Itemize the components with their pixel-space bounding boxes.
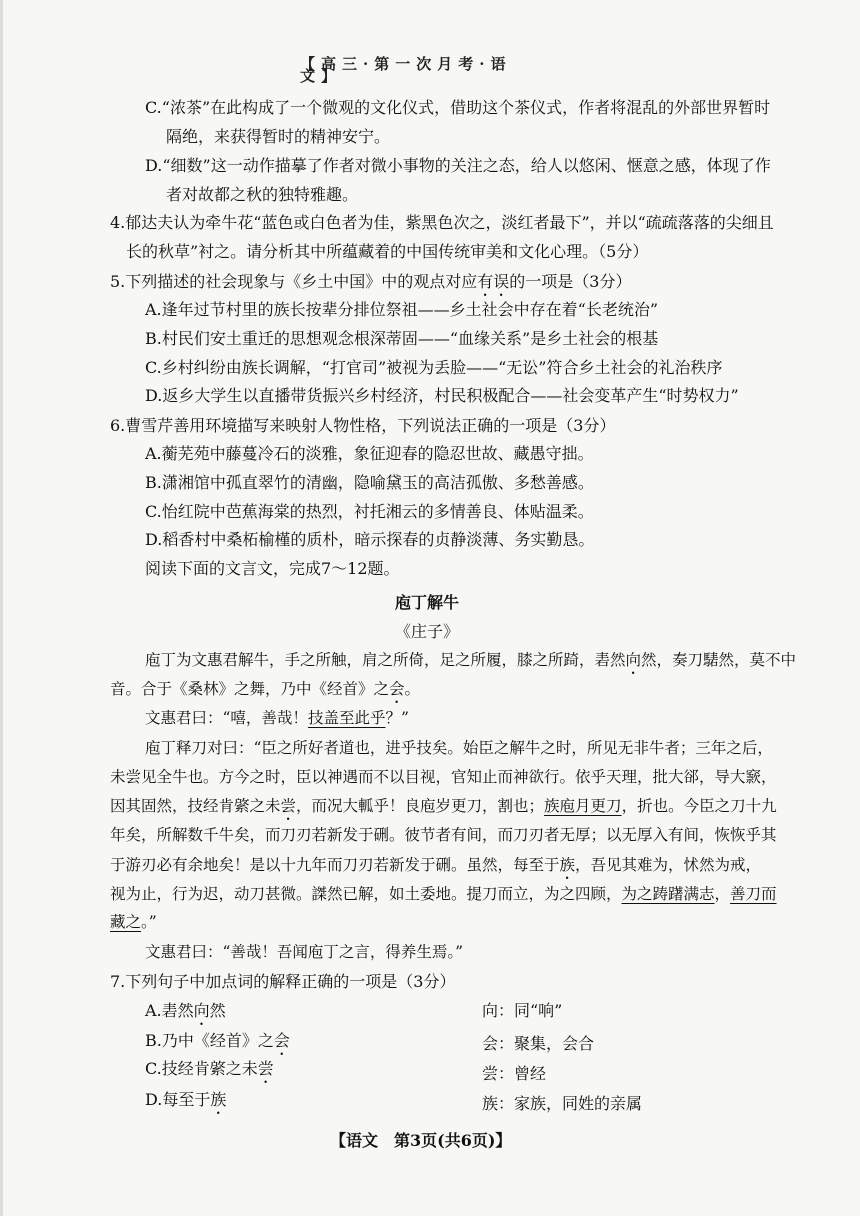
passage-p3-l7: 藏之。” — [110, 913, 157, 931]
passage-title: 庖丁解牛 — [395, 593, 460, 612]
passage-p3-l5: 于游刃必有余地矣！是以十九年而刀刃若新发于硎。虽然，每至于族，吾见其难为，怵然为戒， — [110, 856, 762, 874]
option-7d-explanation: 族：家族，同姓的亲属 — [482, 1094, 643, 1113]
option-7c-explanation: 尝：曾经 — [482, 1064, 547, 1083]
passage-p2: 文惠君曰：“嘻，善哉！技盖至此乎？” — [145, 709, 409, 727]
question-4-cont: 长的秋草”衬之。请分析其中所蕴藏着的中国传统审美和文化心理。（5分） — [126, 242, 649, 261]
question-7: 7.下列句子中加点词的解释正确的一项是（3分） — [110, 972, 456, 991]
question-6: 6.曹雪芹善用环境描写来映射人物性格，下列说法正确的一项是（3分） — [110, 416, 616, 435]
passage-author: 《庄子》 — [395, 622, 460, 641]
passage-p3: 庖丁释刀对曰：“臣之所好者道也，进乎技矣。始臣之解牛之时，所见无非牛者；三年之后， — [145, 739, 773, 757]
option-7a-explanation: 向：同“响” — [482, 1001, 563, 1020]
option-d-q3: D.“细数”这一动作描摹了作者对微小事物的关注之态，给人以悠闲、惬意之感，体现了作 — [145, 156, 771, 175]
option-5a: A.逢年过节村里的族长按辈分排位祭祖——乡土社会中存在着“长老统治” — [145, 300, 659, 319]
option-c-q3: C.“浓茶”在此构成了一个微观的文化仪式，借助这个茶仪式，作者将混乱的外部世界暂时 — [145, 98, 771, 117]
option-7d: D.每至于族 — [145, 1090, 227, 1109]
passage-p3-l3: 因其固然，技经肯綮之未尝，而况大軱乎！良庖岁更刀，割也；族庖月更刀，折也。今臣之刀十九 — [110, 797, 777, 815]
option-6b: B.潇湘馆中孤直翠竹的清幽，隐喻黛玉的高洁孤傲、多愁善感。 — [145, 473, 594, 492]
cut-header: 【高三·第一次月考·语文】 — [300, 55, 512, 85]
passage-p3-l4: 年矣，所解数千牛矣，而刀刃若新发于硎。彼节者有间，而刀刃者无厚；以无厚入有间，恢恢乎其 — [110, 826, 777, 844]
option-6d: D.稻香村中桑柘榆槿的质朴，暗示探春的贞静淡薄、务实勤恳。 — [145, 530, 595, 549]
reading-intro: 阅读下面的文言文，完成7～12题。 — [145, 559, 400, 578]
passage-p1-cont: 音。合于《桑林》之舞，乃中《经首》之会。 — [110, 680, 421, 698]
question-4: 4.郁达夫认为牵牛花“蓝色或白色者为佳，紫黑色次之，淡红者最下”，并以“疏疏落落的尖细且 — [110, 213, 774, 232]
option-7b: B.乃中《经首》之会 — [145, 1031, 290, 1050]
page-edge — [0, 0, 3, 1216]
passage-p1: 庖丁为文惠君解牛，手之所触，肩之所倚，足之所履，膝之所踦，砉然向然，奏刀騞然，莫不中 — [145, 651, 797, 669]
option-d-q3-cont: 者对故都之秋的独特雅趣。 — [166, 185, 359, 204]
passage-p3-l2: 未尝见全牛也。方今之时，臣以神遇而不以目视，官知止而神欲行。依乎天理，批大郤，导大窾， — [110, 768, 777, 786]
option-5c: C.乡村纠纷由族长调解，“打官司”被视为丢脸——“无讼”符合乡土社会的礼治秩序 — [145, 358, 723, 377]
passage-p4: 文惠君曰：“善哉！吾闻庖丁之言，得养生焉。” — [145, 943, 464, 961]
option-6c: C.怡红院中芭蕉海棠的热烈，衬托湘云的多情善良、体贴温柔。 — [145, 502, 594, 521]
page-footer: 【语文 第3页(共6页)】 — [330, 1131, 512, 1150]
option-6a: A.蘅芜苑中藤蔓冷石的淡雅，象征迎春的隐忍世故、藏愚守拙。 — [145, 444, 594, 463]
option-5d: D.返乡大学生以直播带货振兴乡村经济，村民积极配合——社会变革产生“时势权力” — [145, 386, 739, 405]
option-5b: B.村民们安土重迁的思想观念根深蒂固——“血缘关系”是乡土社会的根基 — [145, 329, 659, 348]
option-c-q3-cont: 隔绝，来获得暂时的精神安宁。 — [166, 127, 391, 146]
passage-p3-l6: 视为止，行为迟，动刀甚微。謋然已解，如土委地。提刀而立，为之四顾，为之踌躇满志，善刀而 — [110, 885, 777, 903]
question-5: 5.下列描述的社会现象与《乡土中国》中的观点对应有误的一项是（3分） — [110, 272, 632, 291]
option-7c: C.技经肯綮之未尝 — [145, 1059, 274, 1078]
option-7b-explanation: 会：聚集，会合 — [482, 1034, 595, 1053]
option-7a: A.砉然向然 — [145, 1001, 226, 1020]
